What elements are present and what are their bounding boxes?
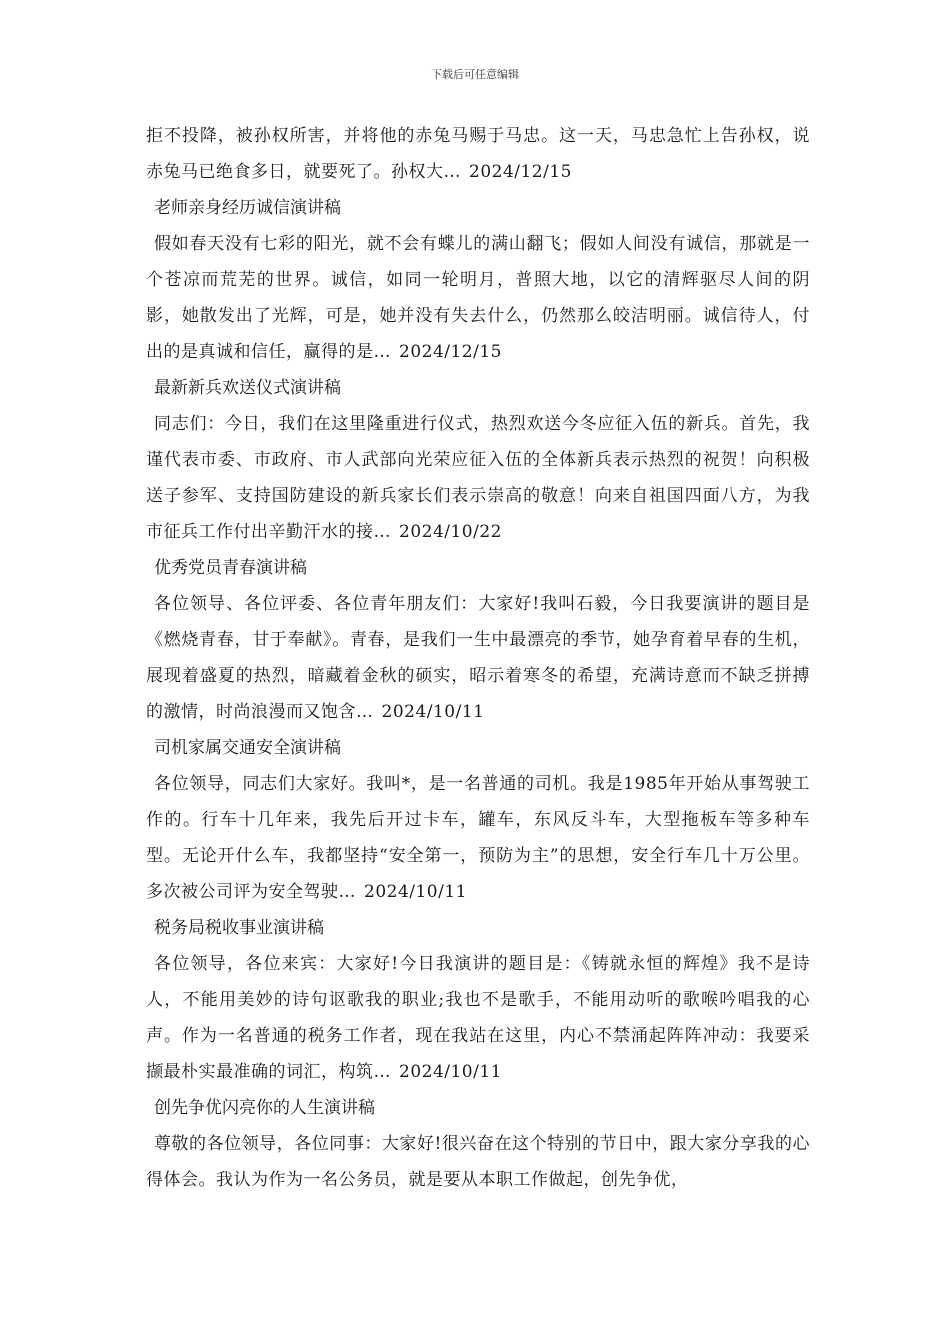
article-date: 2024/10/11 (381, 702, 485, 722)
article-entry (146, 730, 810, 910)
document-body (146, 118, 810, 1198)
article-title[interactable]: 老师亲身经历诚信演讲稿 (154, 198, 341, 218)
intro-paragraph (146, 118, 810, 190)
excerpt-text: 各位领导，同志们大家好。我叫*，是一名普通的司机。我是1985年开始从事驾驶工作的。行车十几年来，我先后开过卡车，罐车，东风反斗车，大型拖板车等多种车型。无论开什么车，我都坚持“安全第一，预防为主”的思想，安全行车几十万公里。多次被公司评为安全驾驶… (146, 774, 810, 902)
excerpt-text: 各位领导，各位来宾：大家好!今日我演讲的题目是：《铸就永恒的辉煌》我不是诗人，不能用美妙的诗句讴歌我的职业;我也不是歌手，不能用动听的歌喉吟唱我的心声。作为一名普通的税务工作者，现在我站在这里，内心不禁涌起阵阵冲动：我要采撷最朴实最准确的词汇，构筑… (146, 954, 810, 1082)
article-date: 2024/12/15 (399, 342, 502, 362)
article-entry (146, 1090, 810, 1198)
article-excerpt (146, 406, 810, 550)
article-excerpt (146, 766, 810, 910)
article-entry (146, 370, 810, 550)
article-excerpt (146, 226, 810, 370)
article-excerpt (146, 586, 810, 730)
article-title[interactable]: 优秀党员青春演讲稿 (154, 558, 307, 578)
intro-text: 拒不投降，被孙权所害，并将他的赤兔马赐于马忠。这一天，马忠急忙上告孙权，说赤兔马已绝食多日，就要死了。孙权大… (146, 126, 810, 182)
intro-date: 2024/12/15 (469, 162, 572, 182)
article-entry (146, 910, 810, 1090)
article-entry (146, 550, 810, 730)
article-date: 2024/10/11 (399, 1062, 502, 1082)
article-excerpt (146, 1126, 810, 1198)
article-date: 2024/10/11 (364, 882, 467, 902)
excerpt-text: 假如春天没有七彩的阳光，就不会有蝶儿的满山翻飞；假如人间没有诚信，那就是一个苍凉而荒芜的世界。诚信，如同一轮明月，普照大地，以它的清辉驱尽人间的阴影，她散发出了光辉，可是，她并没有失去什么，仍然那么皎洁明丽。诚信待人，付出的是真诚和信任，赢得的是… (146, 234, 810, 362)
excerpt-text: 同志们：今日，我们在这里隆重进行仪式，热烈欢送今冬应征入伍的新兵。首先，我谨代表市委、市政府、市人武部向光荣应征入伍的全体新兵表示热烈的祝贺！向积极送子参军、支持国防建设的新兵家长们表示崇高的敬意！向来自祖国四面八方，为我市征兵工作付出辛勤汗水的接… (146, 414, 810, 542)
page-header: 下载后可任意编辑 (431, 68, 519, 81)
excerpt-text: 尊敬的各位领导，各位同事：大家好!很兴奋在这个特别的节日中，跟大家分享我的心得体会。我认为作为一名公务员，就是要从本职工作做起，创先争优， (146, 1134, 810, 1190)
excerpt-text: 各位领导、各位评委、各位青年朋友们：大家好!我叫石毅，今日我要演讲的题目是《燃烧青春，甘于奉献》。青春，是我们一生中最漂亮的季节，她孕育着早春的生机，展现着盛夏的热烈，暗藏着金秋的硕实，昭示着寒冬的希望，充满诗意而不缺乏拼搏的激情，时尚浪漫而又饱含… (146, 594, 810, 722)
article-entry (146, 190, 810, 370)
article-title[interactable]: 创先争优闪亮你的人生演讲稿 (154, 1098, 375, 1118)
article-title[interactable]: 税务局税收事业演讲稿 (154, 918, 324, 938)
article-date: 2024/10/22 (399, 522, 502, 542)
article-excerpt (146, 946, 810, 1090)
article-title[interactable]: 最新新兵欢送仪式演讲稿 (154, 378, 341, 398)
article-title[interactable]: 司机家属交通安全演讲稿 (154, 738, 341, 758)
